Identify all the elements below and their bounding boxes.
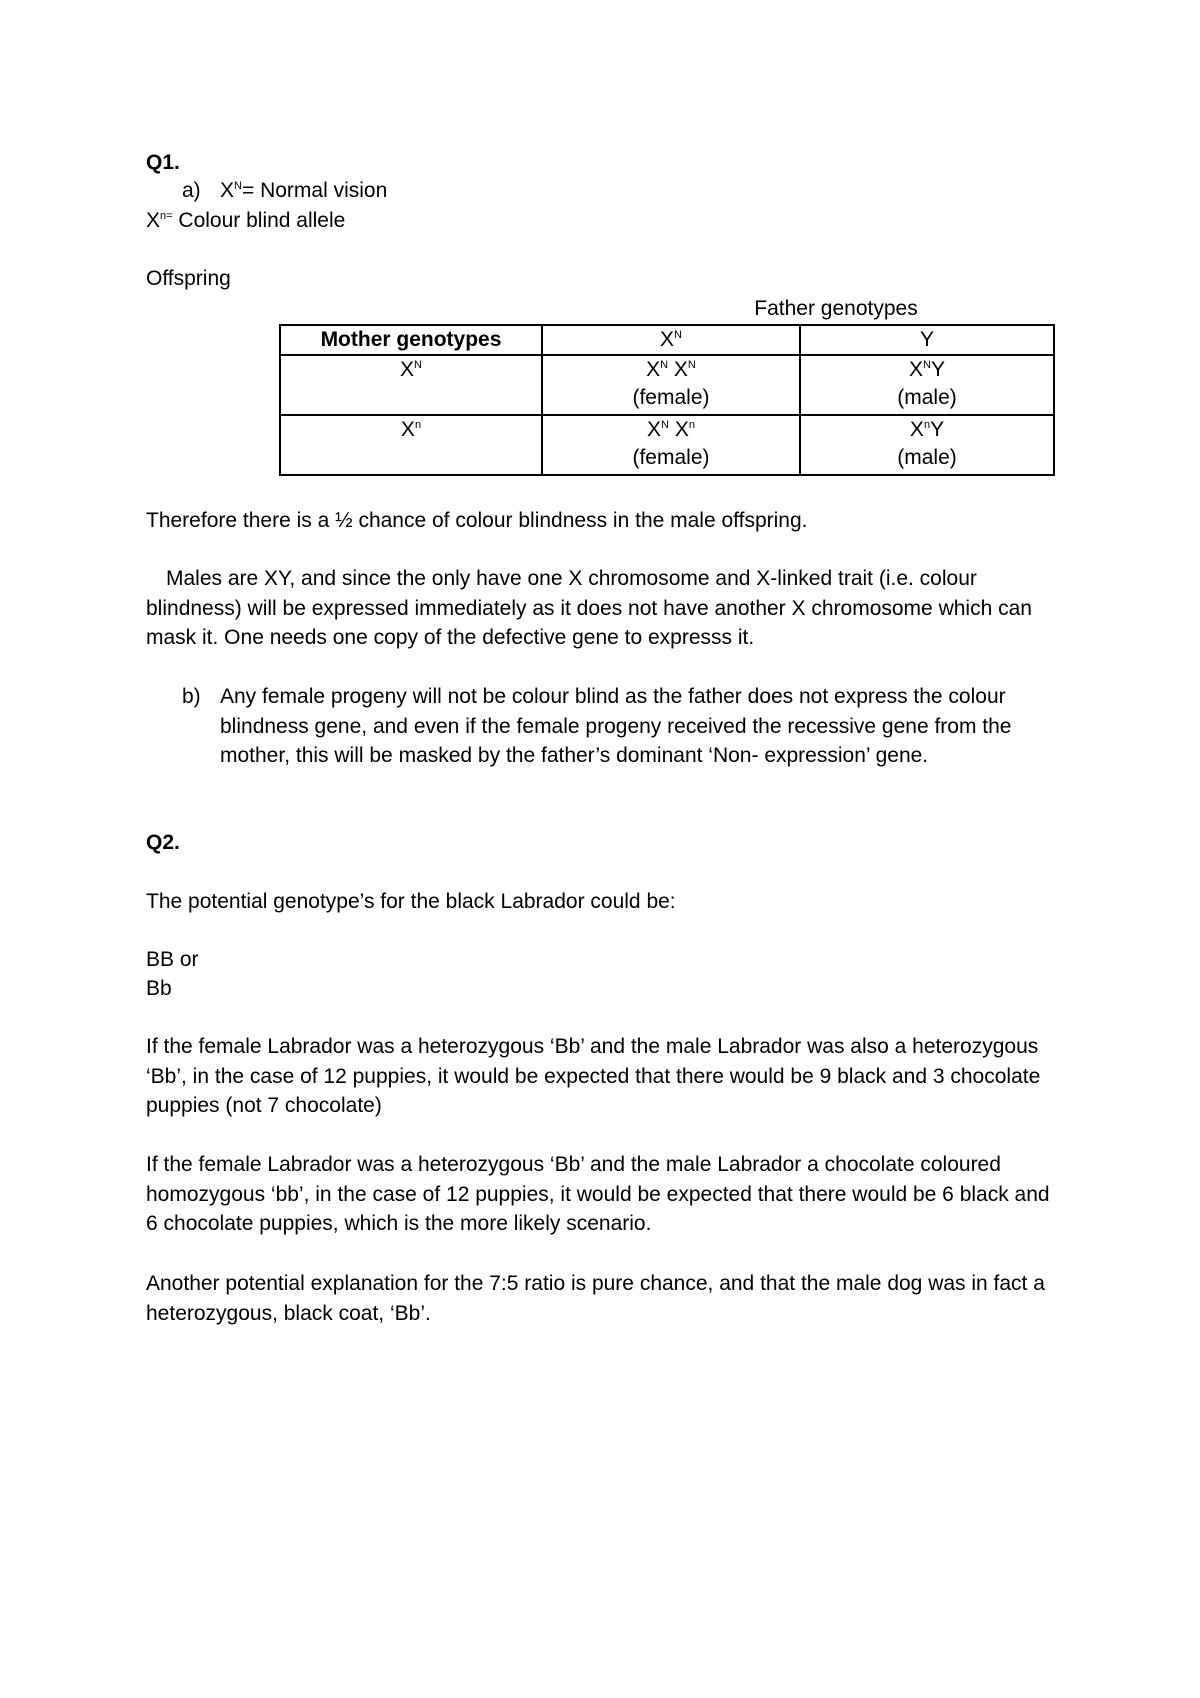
table-row [280, 415, 1054, 475]
genotype-option: Bb [146, 977, 172, 1000]
offspring-sex: (male) [897, 386, 957, 409]
q2-intro: The potential genotype’s for the black Labrador could be: [146, 890, 676, 913]
q2-paragraph-test-cross: If the female Labrador was a heterozygous ‘Bb’ and the male Labrador a chocolate coloured homozygous ‘bb’, in the case of 12 puppies, it would be expected that there would be 6 black and 6 chocolate puppies, which is the more likely scenario. [146, 1153, 1050, 1235]
offspring-cell [542, 355, 800, 415]
q1-b-text: Any female progeny will not be colour blind as the father does not express the colour blindness gene, and even if the female progeny received the recessive gene from the mother, this will be masked by the father’s dominant ‘Non- expression’ gene. [220, 685, 1012, 767]
offspring-sex: (male) [897, 446, 957, 469]
offspring-genotype: $X^nY$ [909, 418, 945, 441]
allele-superscript: n [414, 419, 422, 431]
allele-superscript: N [674, 329, 682, 341]
allele-superscript: N [414, 359, 422, 371]
colourblind-allele-definition [146, 206, 345, 236]
table-caption: Father genotypes [754, 297, 918, 320]
q1-b-marker: b) [182, 685, 201, 708]
q2-heading: Q2. [146, 831, 180, 854]
q1-a-marker: a) [182, 179, 201, 202]
allele-superscript: n= [160, 210, 173, 222]
allele-symbol: X [660, 328, 675, 351]
offspring-label: Offspring [146, 267, 231, 290]
q1-a-definition [146, 176, 1120, 206]
mother-genotype-cell [280, 355, 542, 415]
header-mother-genotypes: Mother genotypes [280, 325, 542, 355]
offspring-genotype: $X^N$ $X^N$ [646, 358, 696, 381]
offspring-cell [542, 415, 800, 475]
offspring-genotype: $X^NY$ [909, 358, 945, 381]
offspring-cell [800, 415, 1054, 475]
offspring-cell [800, 355, 1054, 415]
offspring-sex: (female) [632, 446, 710, 469]
allele-description: = Normal vision [241, 179, 388, 202]
allele-symbol: X [146, 209, 161, 232]
q2-paragraph-chance: Another potential explanation for the 7:5 ratio is pure chance, and that the male dog was in fact a heterozygous, black coat, ‘Bb’. [146, 1272, 1045, 1325]
q1-b-answer [146, 682, 1066, 771]
table-header-row [280, 325, 1054, 355]
males-explanation-paragraph: Males are XY, and since the only have one X chromosome and X-linked trait (i.e. colour blindness) will be expressed immediately as it does not have another X chromosome which can mask it. One needs one copy of the defective gene to expresss it. [146, 567, 1032, 649]
header-father-x [542, 325, 800, 355]
allele-description: Colour blind allele [172, 209, 346, 232]
q2-paragraph-heterozygous-cross: If the female Labrador was a heterozygous ‘Bb’ and the male Labrador was also a heterozygous ‘Bb’, in the case of 12 puppies, it would be expected that there would be 9 black and 3 chocolate puppies (not 7 chocolate) [146, 1035, 1041, 1117]
genotype-option: BB or [146, 948, 199, 971]
allele-symbol: X [400, 418, 415, 441]
header-father-y: Y [800, 325, 1054, 355]
punnett-square-table [279, 324, 1055, 476]
offspring-genotype: $X^N$ $X^n$ [647, 418, 695, 441]
mother-genotype-cell [280, 415, 542, 475]
q1-conclusion: Therefore there is a ½ chance of colour blindness in the male offspring. [146, 509, 808, 532]
allele-symbol: X [220, 179, 235, 202]
allele-symbol: X [400, 358, 415, 381]
table-row [280, 355, 1054, 415]
q1-heading: Q1. [146, 151, 180, 174]
allele-superscript: N [234, 180, 242, 192]
offspring-sex: (female) [632, 386, 710, 409]
